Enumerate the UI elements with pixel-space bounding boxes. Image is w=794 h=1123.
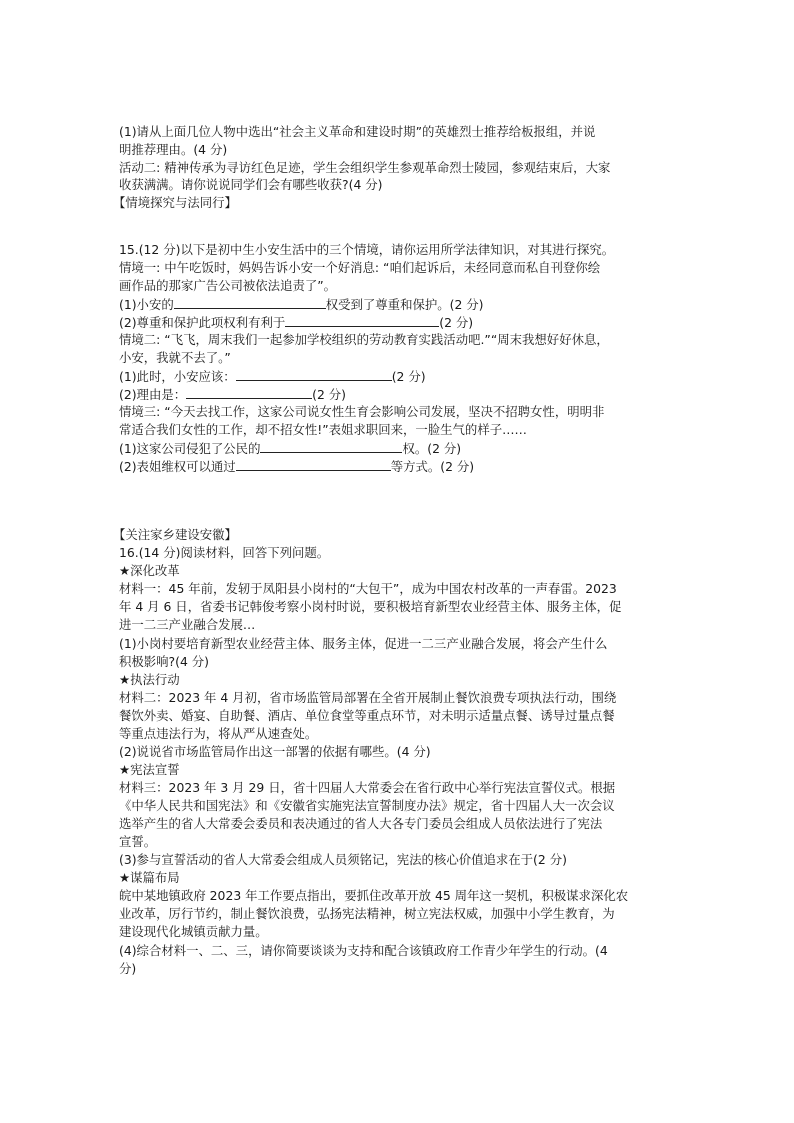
q15-scenario2-q1 [119,368,426,385]
q16-question1-line2: 积极影响?(4 分) [119,654,210,669]
q16-material1-line1: 材料一：45 年前，发轫于凤阳县小岗村的“大包干”，成为中国农村改革的一声春雷。2023 [119,581,617,596]
section-heading-home: 【关注家乡建设安徽】 [113,527,237,542]
q15-s2-q2-suffix: (2 分) [312,387,347,402]
answer-blank[interactable] [174,296,326,309]
q15-s3-q1-suffix: 权。(2 分) [402,441,462,456]
q16-question3: (3)参与宣誓活动的省人大常委会组成人员须铭记，宪法的核心价值追求在于(2 分) [119,852,567,867]
q15-s3-q2-prefix: (2)表姐维权可以通过 [119,459,236,474]
q15-scenario2-q2 [119,386,346,403]
q15-scenario1-q2 [119,314,473,331]
q14-part1-line2: 明推荐理由。(4 分) [119,142,228,157]
q15-s3-q1-prefix: (1)这家公司侵犯了公民的 [119,441,261,456]
q16-material3-line4: 宣誓。 [119,834,157,849]
q16-heading-enforcement: ★执法行动 [119,672,180,687]
q15-scenario3-line2: 常适合我们女性的工作，却不招女性!”表姐求职回来，一脸生气的样子…… [119,422,527,437]
q15-scenario2-line2: 小安，我就不去了。” [119,350,231,365]
q16-question1-line1: (1)小岗村要培育新型农业经营主体、服务主体，促进一二三产业融合发展，将会产生什么 [119,636,608,651]
q15-scenario3-line1: 情境三: “今天去找工作，这家公司说女性生育会影响公司发展，坚决不招聘女性，明明非 [119,404,605,419]
q15-scenario3-q1 [119,440,461,457]
q16-heading-planning: ★谋篇布局 [119,870,180,885]
q16-question4-line2: 分) [119,961,137,976]
q16-question4-line1: (4)综合材料一、二、三，请你简要谈谈为支持和配合该镇政府工作青少年学生的行动。(4 [119,943,608,958]
q15-intro: 15.(12 分)以下是初中生小安生活中的三个情境，请你运用所学法律知识，对其进行探究。 [119,242,615,257]
q14-part1-line1: (1)请从上面几位人物中选出“社会主义革命和建设时期”的英雄烈士推荐给板报组，并说 [119,124,596,139]
q15-scenario1-line1: 情境一: 中午吃饭时，妈妈告诉小安一个好消息: “咱们起诉后，未经同意而私自刊登你绘 [119,260,601,275]
q16-heading-oath: ★宪法宣誓 [119,762,180,777]
q16-material4-line2: 业改革，厉行节约，制止餐饮浪费，弘扬宪法精神，树立宪法权威，加强中小学生教育，为 [119,906,615,921]
q16-material2-line3: 等重点违法行为，将从严从速查处。 [119,726,318,741]
q16-material2-line1: 材料二：2023 年 4 月初，省市场监管局部署在全省开展制止餐饮浪费专项执法行动，围绕 [119,690,617,705]
q15-s1-q1-prefix: (1)小安的 [119,297,174,312]
q15-s2-q1-prefix: (1)此时，小安应该： [119,369,236,384]
q15-s3-q2-suffix: 等方式。(2 分) [390,459,475,474]
q16-heading-reform: ★深化改革 [119,563,180,578]
q15-scenario1-q1 [119,296,484,313]
q16-material3-line1: 材料三：2023 年 3 月 29 日，省十四届人大常委会在省行政中心举行宪法宣誓仪式。根据 [119,780,616,795]
q15-s1-q1-suffix: 权受到了尊重和保护。(2 分) [325,297,484,312]
q16-material2-line2: 餐饮外卖、婚宴、自助餐、酒店、单位食堂等重点环节，对未明示适量点餐、诱导过量点餐 [119,708,615,723]
q16-material1-line2: 年 4 月 6 日，省委书记韩俊考察小岗村时说，要积极培育新型农业经营主体、服务主体，促 [119,599,622,614]
section-heading-law: 【情境探究与法同行】 [113,195,237,210]
q16-material3-line3: 选举产生的省人大常委会委员和表决通过的省人大各专门委员会组成人员依法进行了宪法 [119,816,603,831]
q16-intro: 16.(14 分)阅读材料，回答下列问题。 [119,545,330,560]
q16-material1-line3: 进一二三产业融合发展… [119,617,256,632]
q15-s2-q1-suffix: (2 分) [391,369,426,384]
q16-material3-line2: 《中华人民共和国宪法》和《安徽省实施宪法宣誓制度办法》规定，省十四届人大一次会议 [119,798,615,813]
q16-material4-line1: 皖中某地镇政府 2023 年工作要点指出，要抓住改革开放 45 周年这一契机，积极谋求深化农 [119,888,629,903]
q15-scenario1-line2: 画作品的那家广告公司被依法追责了”。 [119,278,337,293]
q14-activity2-line2: 收获满满。请你说说同学们会有哪些收获?(4 分) [119,177,383,192]
answer-blank[interactable] [236,368,392,381]
answer-blank[interactable] [186,386,312,399]
q16-material4-line3: 建设现代化城镇贡献力量。 [119,924,268,939]
q14-activity2-line1: 活动二: 精神传承为寻访红色足迹，学生会组织学生参观革命烈士陵园，参观结束后，大家 [119,160,611,175]
q15-scenario2-line1: 情境二: “飞飞，周末我们一起参加学校组织的劳动教育实践活动吧.”“周末我想好好休息， [119,332,609,347]
answer-blank[interactable] [260,440,402,453]
q15-s1-q2-suffix: (2 分) [439,315,474,330]
q16-question2: (2)说说省市场监管局作出这一部署的依据有哪些。(4 分) [119,744,431,759]
answer-blank[interactable] [285,314,439,327]
q15-scenario3-q2 [119,458,474,475]
q15-s2-q2-prefix: (2)理由是： [119,387,187,402]
q15-s1-q2-prefix: (2)尊重和保护此项权利有利于 [119,315,286,330]
answer-blank[interactable] [236,458,391,471]
